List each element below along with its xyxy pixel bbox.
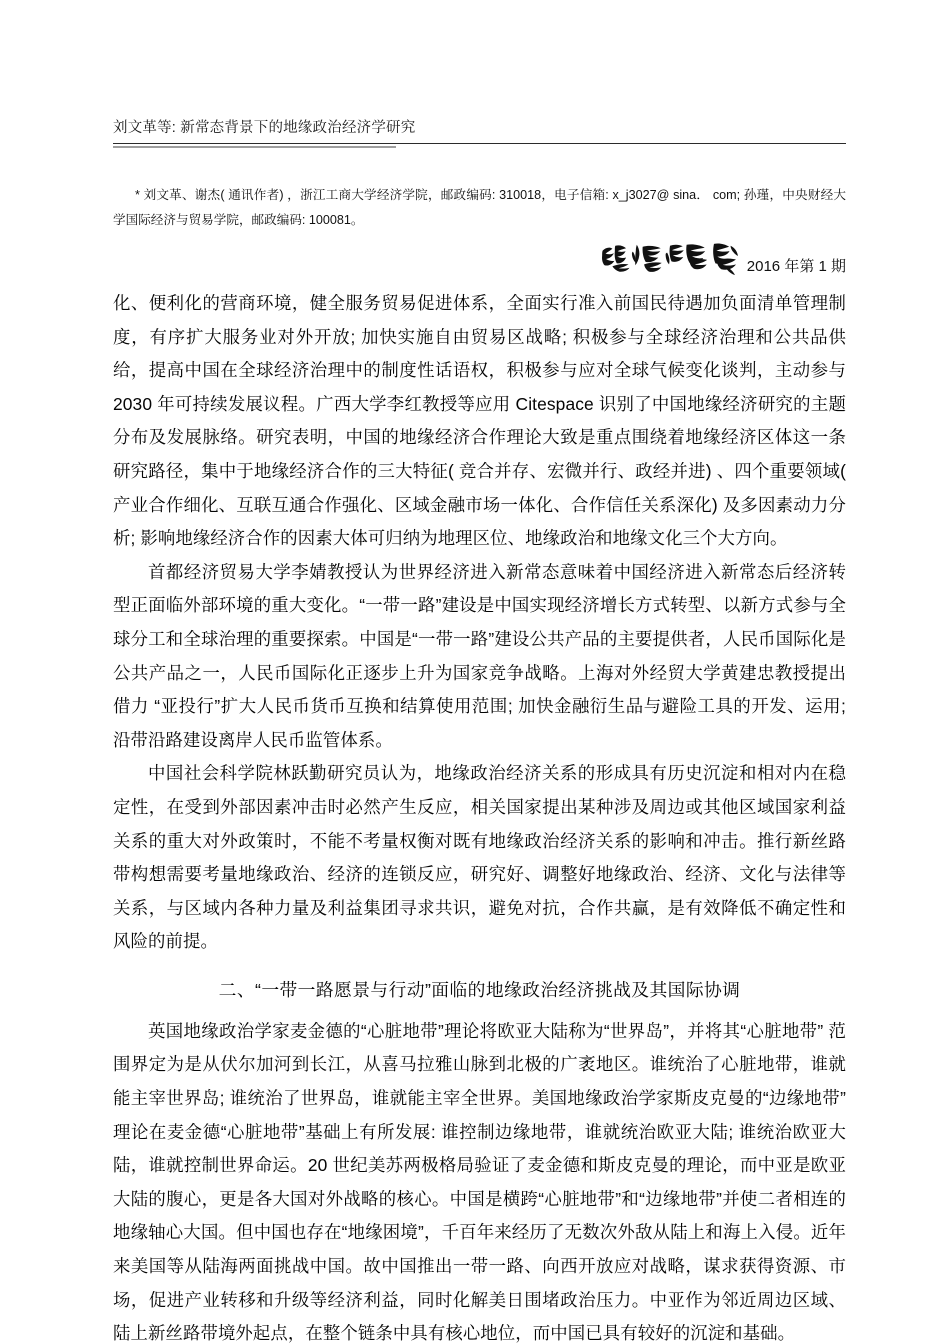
author-footnote	[113, 183, 846, 233]
paragraph-continued: 化、便利化的营商环境，健全服务贸易促进体系，全面实行准入前国民待遇加负面清单管理制度，有序扩大服务业对外开放; 加快实施自由贸易区战略; 积极参与全球经济治理和公共品供给，提高中国在全球经济治理中的制度性话语权，积极参与应对全球气候变化谈判，主动参与 2030 年可持续发展议程。广西大学李红教授等应用 Citespace 识别了中国地缘经济研究的主题分布及发展脉络。研究表明，中国的地缘经济合作理论大致是重点围绕着地缘经济区体这一条研究路径，集中于地缘经济合作的三大特征( 竞合并存、宏微并行、政经并进) 、四个重要领域( 产业合作细化、互联互通合作强化、区域金融市场一体化、合作信任关系深化) 及多因素动力分析; 影响地缘经济合作的因素大体可归纳为地理区位、地缘政治和地缘文化三个大方向。	[113, 293, 846, 549]
journal-masthead	[597, 236, 846, 278]
running-header	[113, 118, 846, 149]
paragraph-li-jing: 首都经济贸易大学李婧教授认为世界经济进入新常态意味着中国经济进入新常态后经济转型正面临外部环境的重大变化。“一带一路”建设是中国实现经济增长方式转型、以新方式参与全球分工和全球治理的重要探索。中国是“一带一路”建设公共产品的主要提供者，人民币国际化是公共产品之一，人民币国际化正逐步上升为国家竞争战略。上海对外经贸大学黄建忠教授提出借力 “亚投行”扩大人民币货币互换和结算使用范围; 加快金融衍生品与避险工具的开发、运用; 沿带沿路建设离岸人民币监管体系。	[113, 561, 846, 750]
paragraph-lin-yueqin: 中国社会科学院林跃勤研究员认为，地缘政治经济关系的形成具有历史沉淀和相对内在稳定性，在受到外部因素冲击时必然产生反应，相关国家提出某种涉及周边或其他区域国家利益关系的重大对外政策时，不能不考量权衡对既有地缘政治经济关系的影响和冲击。推行新丝路带构想需要考量地缘政治、经济的连锁反应，研究好、调整好地缘政治、经济、文化与法律等关系，与区域内各种力量及利益集团寻求共识，避免对抗，合作共赢，是有效降低不确定性和风险的前提。	[113, 763, 846, 952]
article-body	[113, 287, 846, 1344]
paragraph-mackinder: 英国地缘政治学家麦金德的“心脏地带”理论将欧亚大陆称为“世界岛”，并将其“心脏地带” 范围界定为是从伏尔加河到长江，从喜马拉雅山脉到北极的广袤地区。谁统治了心脏地带，谁就能主宰世界岛; 谁统治了世界岛，谁就能主宰全世界。美国地缘政治学家斯皮克曼的“边缘地带”理论在麦金德“心脏地带”基础上有所发展: 谁控制边缘地带，谁就统治欧亚大陆; 谁统治欧亚大陆，谁就控制世界命运。20 世纪美苏两极格局验证了麦金德和斯皮克曼的理论，而中亚是欧亚大陆的腹心，更是各大国对外战略的核心。中国是横跨“心脏地带”和“边缘地带”并使二者相连的地缘轴心大国。但中国也存在“地缘困境”，千百年来经历了无数次外敌从陆上和海上入侵。近年来美国等从陆海两面挑战中国。故中国推出一带一路、向西开放应对战略，谋求获得资源、市场，促进产业转移和升级等经济利益，同时化解美日围堵政治压力。中亚作为邻近周边区域、陆上新丝路带境外起点，在整个链条中具有核心地位，而中国已具有较好的沉淀和基础。	[113, 1020, 846, 1344]
running-header-title: 刘文革等: 新常态背景下的地缘政治经济学研究	[113, 120, 416, 136]
header-rule-full	[113, 143, 846, 144]
footnote-text: * 刘文革、谢杰( 通讯作者) ，浙江工商大学经济学院，邮政编码: 310018，电子信箱: x_j3027@ sina． com; 孙瑾，中央财经大学国际经济与贸易学院，邮政编码: 100081。	[113, 188, 846, 227]
header-divider	[113, 143, 846, 149]
header-rule-accent	[113, 146, 396, 148]
journal-title-calligraphy-icon	[597, 236, 745, 278]
issue-label: 2016 年第 1 期	[746, 258, 846, 275]
section-heading-two: 二、“一带一路愿景与行动”面临的地缘政治经济挑战及其国际协调	[218, 979, 741, 1000]
